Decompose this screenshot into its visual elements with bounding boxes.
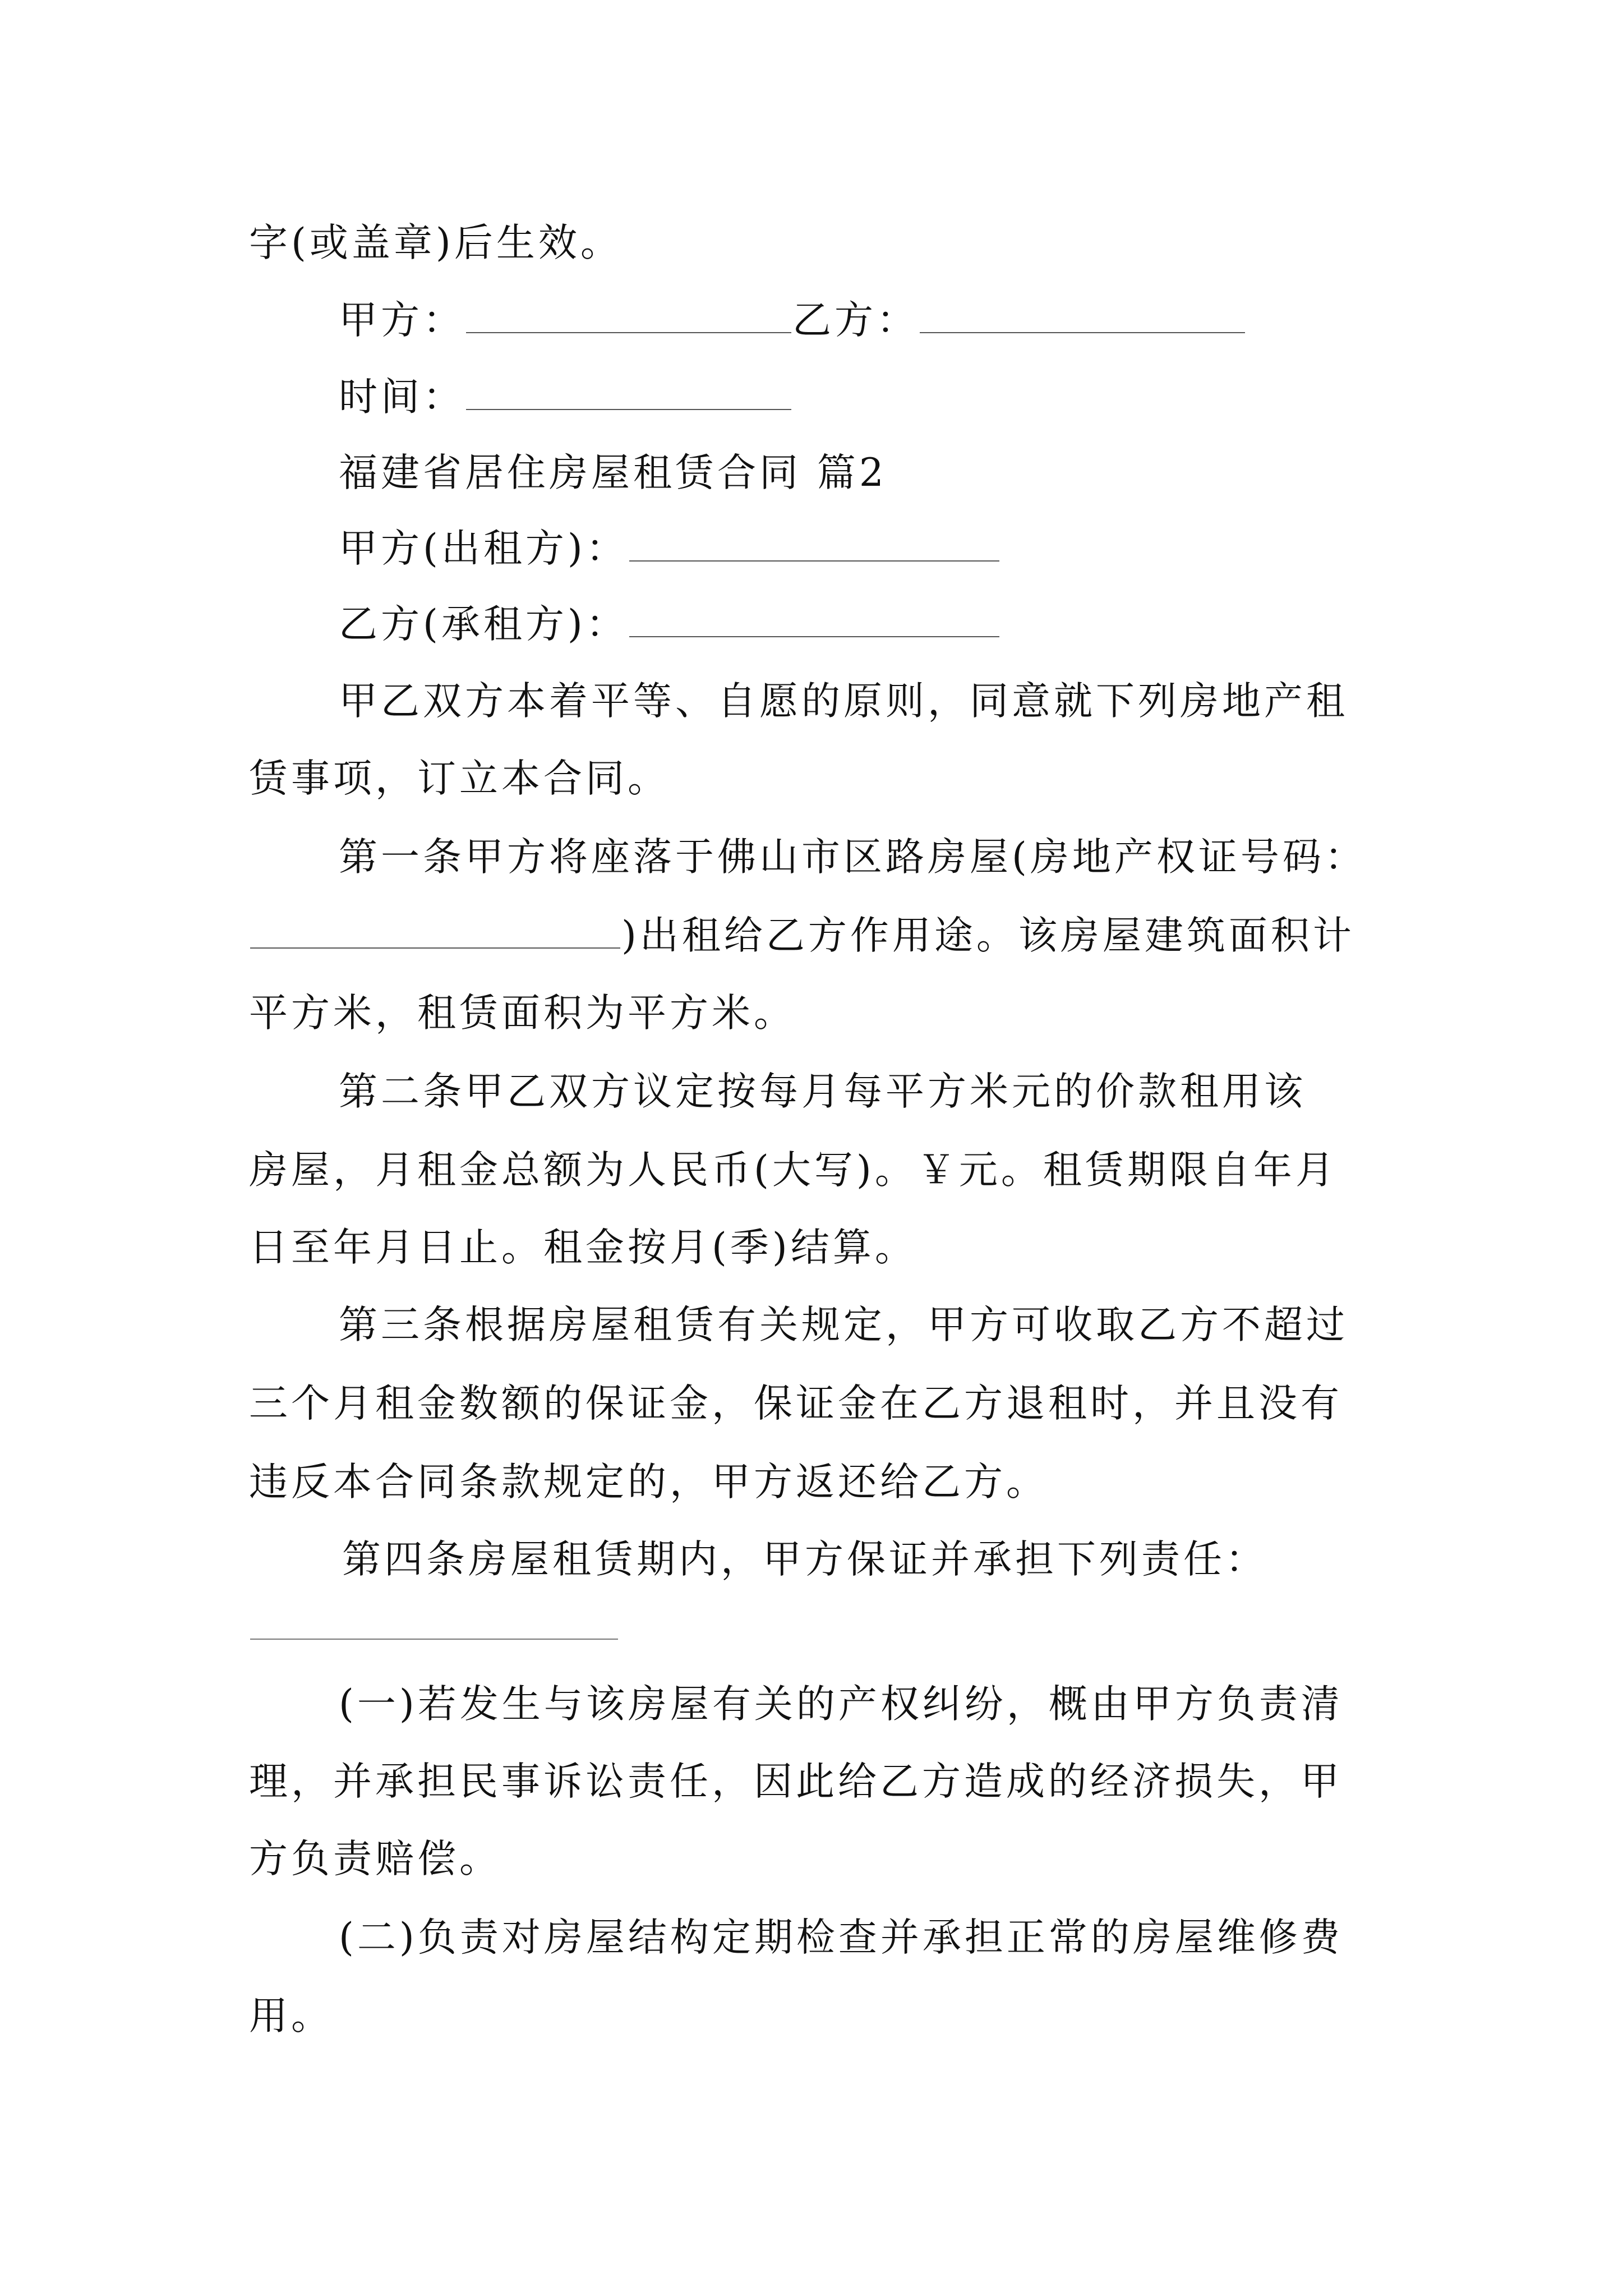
- label-lessee: 乙方(承租方)：: [339, 602, 628, 647]
- signature-line-party-a-b: [339, 293, 1246, 347]
- article-3-line: 违反本合同条款规定的，甲方返还给乙方。: [249, 1460, 1048, 1504]
- clause-item-2-line: 用。: [249, 1994, 333, 2039]
- article-3-line: 第三条根据房屋租赁有关规定，甲方可收取乙方不超过: [339, 1303, 1348, 1347]
- lessor-blank[interactable]: [629, 549, 999, 562]
- article-1-line: 平方米，租赁面积为平方米。: [249, 991, 796, 1036]
- article-1-text: )出租给乙方作用途。该房屋建筑面积计: [621, 913, 1355, 958]
- article-3-line: 三个月租金数额的保证金，保证金在乙方退租时，并且没有: [249, 1381, 1343, 1426]
- section-heading: 福建省居住房屋租赁合同 篇2: [339, 450, 887, 495]
- date-blank[interactable]: [466, 398, 791, 410]
- article-2-line: 第二条甲乙双方议定按每月每平方米元的价款租用该: [339, 1069, 1306, 1114]
- article-2-line: 日至年月日止。租金按月(季)结算。: [249, 1225, 917, 1270]
- clause-item-1-line: 理，并承担民事诉讼责任，因此给乙方造成的经济损失，甲: [249, 1759, 1343, 1804]
- label-lessor: 甲方(出租方)：: [339, 526, 628, 571]
- clause-text: 字(或盖章)后生效。: [249, 220, 623, 265]
- property-cert-number-blank[interactable]: [250, 936, 620, 949]
- paragraph-line: 甲乙双方本着平等、自愿的原则，同意就下列房地产租: [339, 679, 1348, 724]
- party-b-signature-blank[interactable]: [920, 321, 1245, 333]
- label-date: 时间：: [339, 375, 465, 420]
- article-2-line: 房屋，月租金总额为人民币(大写)。￥元。租赁期限自年月: [249, 1148, 1338, 1193]
- separator-rule: [250, 1639, 618, 1640]
- lessor-line: [339, 522, 1000, 576]
- date-line: [339, 370, 792, 424]
- article-4-line: 第四条房屋租赁期内，甲方保证并承担下列责任：: [342, 1537, 1267, 1582]
- label-party-a: 甲方：: [339, 298, 465, 343]
- lessee-blank[interactable]: [629, 625, 999, 637]
- party-a-signature-blank[interactable]: [466, 321, 791, 333]
- clause-item-2-line: (二)负责对房屋结构定期检查并承担正常的房屋维修费: [339, 1915, 1343, 1960]
- label-party-b: 乙方：: [792, 298, 919, 343]
- lessee-line: [339, 597, 1000, 651]
- article-1-line: [249, 909, 1355, 963]
- article-1-line: 第一条甲方将座落于佛山市区路房屋(房地产权证号码：: [339, 835, 1367, 880]
- clause-item-1-line: (一)若发生与该房屋有关的产权纠纷，概由甲方负责清: [339, 1682, 1343, 1727]
- clause-item-1-line: 方负责赔偿。: [249, 1837, 501, 1881]
- paragraph-line: 赁事项，订立本合同。: [249, 756, 670, 801]
